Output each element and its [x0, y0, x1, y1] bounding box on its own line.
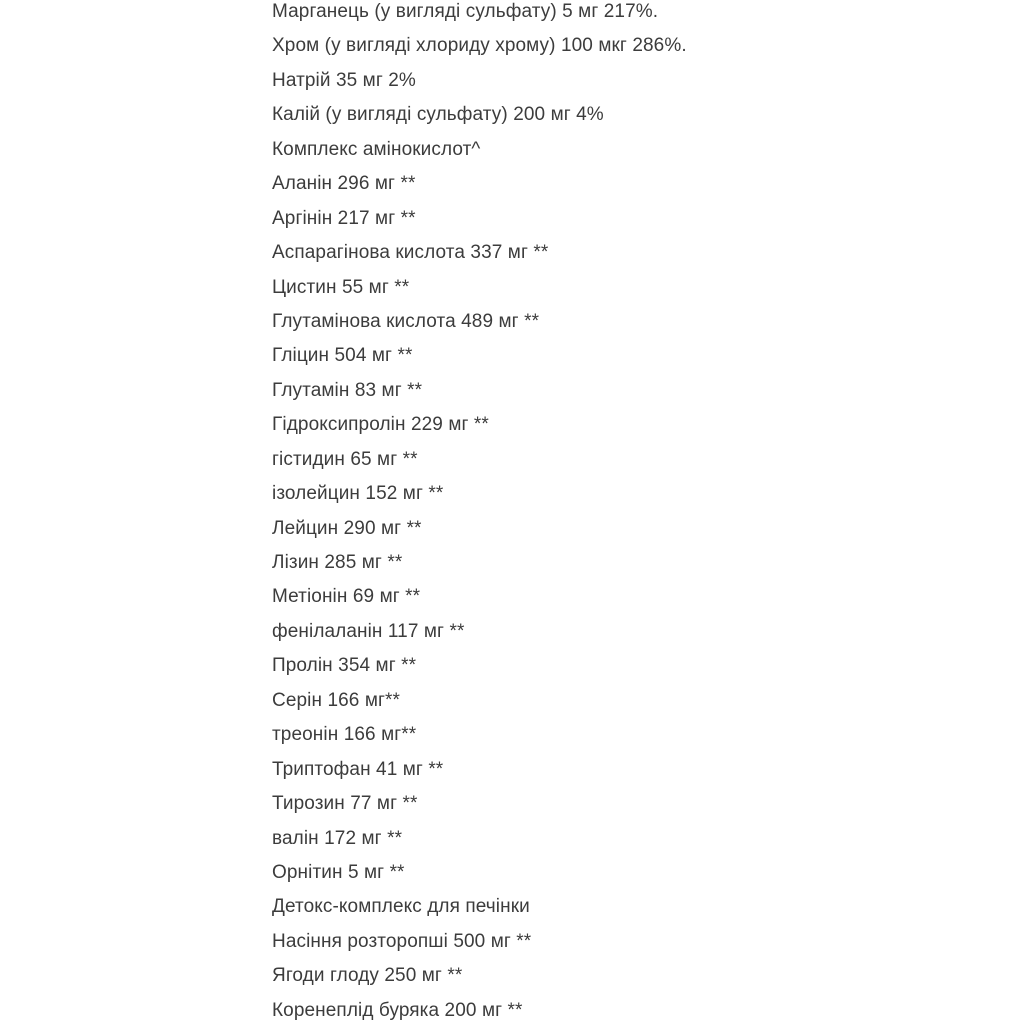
- ingredient-line-histidine: гістидин 65 мг **: [272, 448, 418, 470]
- ingredient-line-ornithine: Орнітин 5 мг **: [272, 861, 405, 883]
- ingredient-line-glutamic-acid: Глутамінова кислота 489 мг **: [272, 310, 540, 332]
- ingredient-line-isoleucine: ізолейцин 152 мг **: [272, 483, 444, 505]
- ingredient-line-hawthorn-berry: Ягоди глоду 250 мг **: [272, 965, 463, 987]
- ingredients-list: [272, 0, 1012, 1028]
- ingredient-line-glutamine: Глутамін 83 мг **: [272, 379, 423, 401]
- ingredient-line-cystine: Цистин 55 мг **: [272, 276, 410, 298]
- ingredient-line-phenylalanine: фенілаланін 117 мг **: [272, 620, 465, 642]
- ingredient-line-leucine: Лейцин 290 мг **: [272, 517, 422, 539]
- ingredient-line-valine: валін 172 мг **: [272, 827, 403, 849]
- ingredient-line-aspartic-acid: Аспарагінова кислота 337 мг **: [272, 242, 549, 264]
- ingredient-line-arginine: Аргінін 217 мг **: [272, 207, 416, 229]
- ingredient-line-tryptophan: Триптофан 41 мг **: [272, 758, 444, 780]
- ingredient-line-alanine: Аланін 296 мг **: [272, 173, 416, 195]
- ingredient-line-lysine: Лізин 285 мг **: [272, 552, 403, 573]
- ingredient-line-beet-root: Коренеплід буряка 200 мг **: [272, 999, 523, 1021]
- ingredient-line-threonine: треонін 166 мг**: [272, 724, 417, 746]
- section-heading-liver-detox: Детокс-комплекс для печінки: [272, 896, 530, 918]
- ingredient-line-potassium: Калій (у вигляді сульфату) 200 мг 4%: [272, 104, 604, 126]
- ingredient-line-chromium: Хром (у вигляді хлориду хрому) 100 мкг 286%.: [272, 35, 687, 57]
- ingredient-line-glycine: Гліцин 504 мг **: [272, 345, 413, 367]
- section-heading-amino-acids: Комплекс амінокислот^: [272, 138, 481, 160]
- ingredient-line-methionine: Метіонін 69 мг **: [272, 586, 421, 608]
- ingredient-line-sodium: Натрій 35 мг 2%: [272, 69, 416, 91]
- ingredient-line-manganese: Марганець (у вигляді сульфату) 5 мг 217%.: [272, 1, 659, 22]
- ingredient-line-tyrosine: Тирозин 77 мг **: [272, 793, 418, 815]
- ingredient-line-hydroxyproline: Гідроксипролін 229 мг **: [272, 414, 489, 436]
- ingredient-line-serine: Серін 166 мг**: [272, 689, 401, 711]
- ingredient-line-milk-thistle-seed: Насіння розторопші 500 мг **: [272, 930, 532, 952]
- ingredient-line-proline: Пролін 354 мг **: [272, 655, 417, 677]
